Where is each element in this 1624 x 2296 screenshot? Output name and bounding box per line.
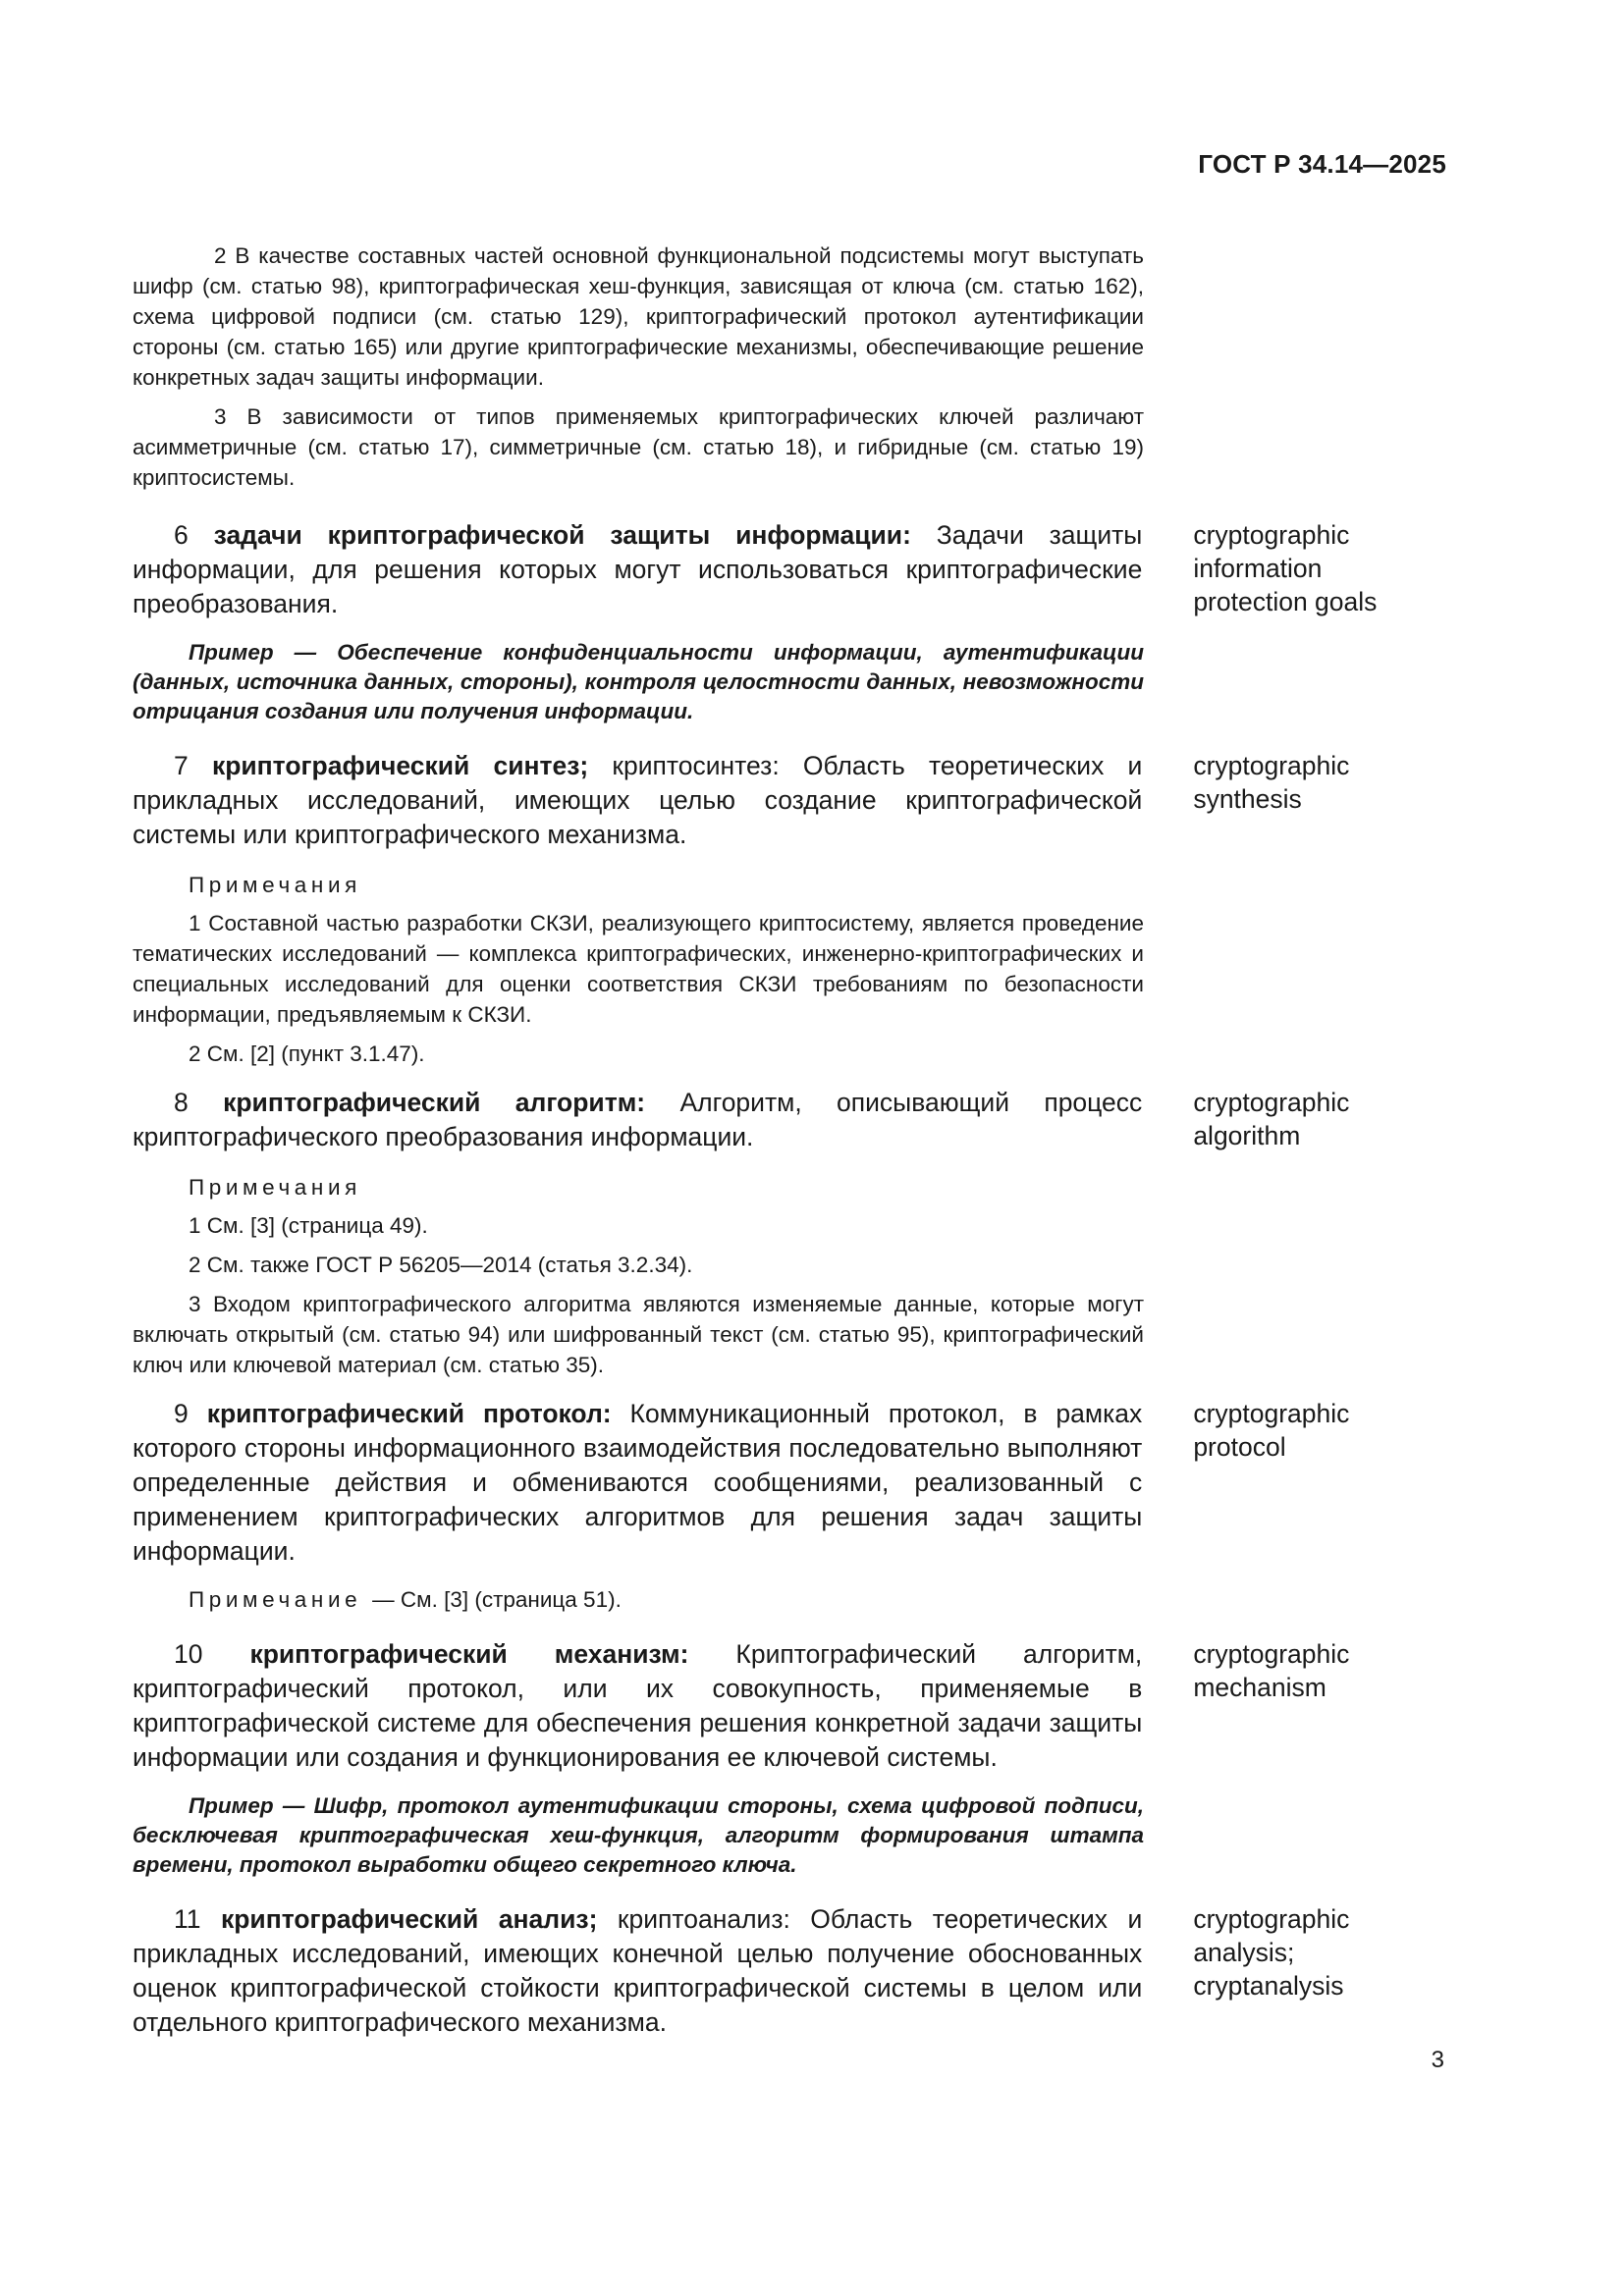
term-number: 11 <box>174 1904 201 1934</box>
term-english: cryptographic information protection goals <box>1193 520 1378 616</box>
term-number: 6 <box>174 520 189 550</box>
term-name: криптографический механизм: <box>249 1639 689 1669</box>
term-name: криптографический анализ; <box>220 1904 598 1934</box>
term-note: 2 См. [2] (пункт 3.1.47). <box>189 1041 425 1066</box>
term-entry-7 <box>133 749 1380 852</box>
term-definition: криптоанализ: Область теоретических и прикладных исследований, имеющих конечной целью получение обоснованных оценок криптографической стойкости криптографической системы в целом или отдельного криптографического механизма. <box>133 1904 1143 2037</box>
term-entry-6 <box>133 518 1380 621</box>
term-entry-9 <box>133 1397 1380 1569</box>
term-english: cryptographic mechanism <box>1193 1639 1350 1702</box>
page-content <box>133 240 1380 2040</box>
term-english: cryptographic algorithm <box>1193 1088 1350 1150</box>
term-definition: Алгоритм, описывающий процесс криптографического преобразования информации. <box>133 1088 1143 1151</box>
term-number: 8 <box>174 1088 189 1117</box>
notes-heading: Примечания <box>189 1175 361 1200</box>
term-number: 10 <box>174 1639 203 1669</box>
term-example: Пример — Шифр, протокол аутентификации стороны, схема цифровой подписи, бесключевая криптографическая хеш-функция, алгоритм формирования штампа времени, протокол выработки общего секретного ключа. <box>133 1793 1144 1877</box>
term-definition: Криптографический алгоритм, криптографический протокол, или их совокупность, применяемые в криптографической системе для обеспечения решения конкретной задачи защиты информации или создания и функционирования ее ключевой системы. <box>133 1639 1143 1772</box>
term-note: — См. [3] (страница 51). <box>372 1587 622 1612</box>
term-entry-10 <box>133 1637 1380 1775</box>
term-definition: криптосинтез: Область теоретических и прикладных исследований, имеющих целью создание криптографической системы или криптографического механизма. <box>133 751 1143 849</box>
term-number: 7 <box>174 751 189 780</box>
term-entry-8 <box>133 1086 1380 1154</box>
term-number: 9 <box>174 1399 189 1428</box>
term-example: Пример — Обеспечение конфиденциальности информации, аутентификации (данных, источника данных, стороны), контроля целостности данных, невозможности отрицания создания или получения информации. <box>133 640 1144 723</box>
term-english: cryptographic synthesis <box>1193 751 1350 814</box>
intro-note-2: 2 В качестве составных частей основной функциональной подсистемы могут выступать шифр (см. статью 98), криптографическая хеш-функция, зависящая от ключа (см. статью 162), схема цифровой подписи (см. статью 129), криптографический протокол аутентификации стороны (см. статью 165) или другие криптографические механизмы, обеспечивающие решение конкретных задач защиты информации. <box>133 243 1144 390</box>
term-name: криптографический протокол: <box>206 1399 612 1428</box>
term-english: cryptographic protocol <box>1193 1399 1350 1462</box>
term-note: 3 Входом криптографического алгоритма являются изменяемые данные, которые могут включать открытый (см. статью 94) или шифрованный текст (см. статью 95), криптографический ключ или ключевой материал (см. статью 35). <box>133 1292 1144 1377</box>
page-number: 3 <box>1431 2047 1444 2073</box>
term-name: криптографический алгоритм: <box>223 1088 646 1117</box>
term-entry-11 <box>133 1902 1380 2040</box>
document-id-header: ГОСТ Р 34.14—2025 <box>1198 149 1446 179</box>
intro-note-3: 3 В зависимости от типов применяемых криптографических ключей различают асимметричные (см. статью 17), симметричные (см. статью 18), и гибридные (см. статью 19) криптосистемы. <box>133 404 1144 490</box>
term-note: 1 См. [3] (страница 49). <box>189 1213 428 1238</box>
term-note: 2 См. также ГОСТ Р 56205—2014 (статья 3.2.34). <box>189 1253 693 1277</box>
term-english: cryptographic analysis; cryptanalysis <box>1193 1904 1350 2001</box>
term-definition: Задачи защиты информации, для решения которых могут использоваться криптографические преобразования. <box>133 520 1143 618</box>
term-name: задачи криптографической защиты информации: <box>213 520 911 550</box>
notes-heading: Примечания <box>189 873 361 897</box>
term-definition: Коммуникационный протокол, в рамках которого стороны информационного взаимодействия последовательно выполняют определенные действия и обмениваются сообщениями, реализованный с применением криптографических алгоритмов для решения задач защиты информации. <box>133 1399 1143 1566</box>
term-name: криптографический синтез; <box>211 751 589 780</box>
note-heading: Примечание <box>189 1587 362 1612</box>
note-line <box>189 1584 1380 1615</box>
term-note: 1 Составной частью разработки СКЗИ, реализующего криптосистему, является проведение тематических исследований — комплекса криптографических, инженерно-криптографических и специальных исследований для оценки соответствия СКЗИ требованиям по безопасности информации, предъявляемым к СКЗИ. <box>133 911 1144 1027</box>
